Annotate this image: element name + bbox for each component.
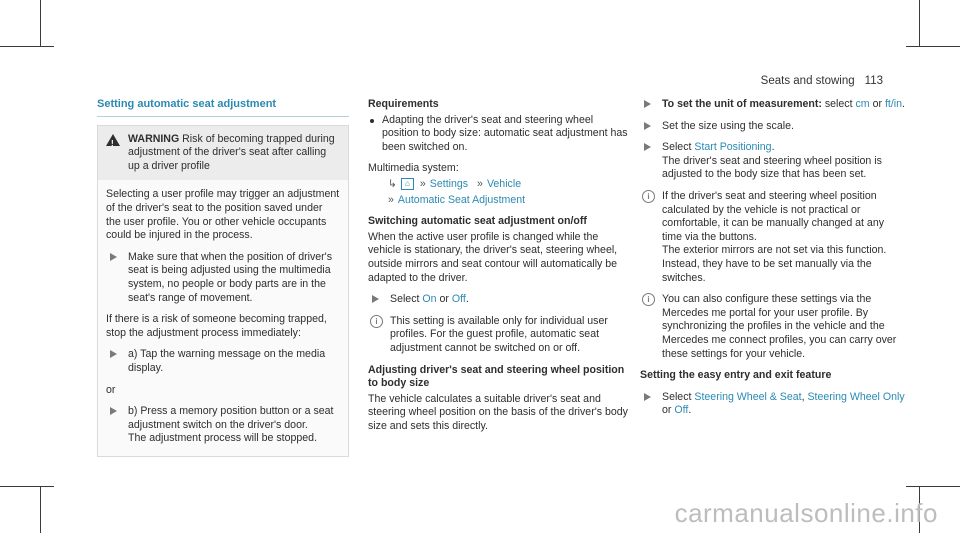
- step-arrow-icon: [644, 143, 651, 151]
- step-item: Select On or Off.: [368, 293, 630, 307]
- watermark: carmanualsonline.info: [674, 498, 938, 528]
- warning-para: Selecting a user profile may trigger an adjustment of the driver's seat to the position saved under the user profile. You or other vehicle occupants could be injured in the process.: [106, 188, 340, 242]
- header-title: Seats and stowing: [760, 75, 855, 87]
- double-chevron-icon: »: [477, 177, 483, 190]
- crop-mark: [906, 46, 960, 47]
- warning-para: If there is a risk of someone becoming trapped, stop the adjustment process immediately:: [106, 313, 327, 339]
- body-text: When the active user profile is changed while the vehicle is stationary, the driver's seat, steering wheel, outside mirrors and seat contour will automatically be adapted to the driver.: [368, 230, 618, 284]
- subsection-title: Setting the easy entry and exit feature: [640, 369, 832, 382]
- info-note: i This setting is available only for individual user profiles. For the guest profile, automatic seat adjustment cannot be switched on or off.: [368, 315, 630, 356]
- requirement-bullet: Adapting the driver's seat and steering wheel position to body size: automatic seat adjustment has been switched on.: [368, 114, 630, 155]
- step-item: Select Steering Wheel & Seat, Steering Wheel Only or Off.: [640, 391, 905, 418]
- step-item: a) Tap the warning message on the media display.: [106, 348, 340, 375]
- page-header: [761, 75, 883, 87]
- info-icon: i: [642, 293, 655, 306]
- requirements-title: Requirements: [368, 98, 439, 110]
- info-note: i If the driver's seat and steering wheel position calculated by the vehicle is not practical or comfortable, it can be manually changed at any time via the buttons. The exterior mirrors are not set via this function. Instead, they have to be set manually via the switches.: [640, 190, 905, 285]
- info-icon: i: [642, 190, 655, 203]
- menu-path: » Automatic Seat Adjustment: [388, 193, 526, 206]
- step-item: Select Start Positioning. The driver's seat and steering wheel position is adjusted to the body size that has been set.: [640, 141, 905, 182]
- warning-label: WARNING: [128, 132, 180, 145]
- step-item: b) Press a memory position button or a seat adjustment switch on the driver's door. The adjustment process will be stopped.: [106, 405, 340, 446]
- step-arrow-icon: [644, 393, 651, 401]
- subsection-title: Adjusting driver's seat and steering wheel position to body size: [368, 363, 625, 390]
- column-left: [97, 98, 349, 457]
- menu-arrow-icon: ↳: [388, 177, 397, 190]
- warning-header: [98, 126, 348, 181]
- step-arrow-icon: [644, 100, 651, 108]
- crop-mark: [0, 486, 54, 487]
- subsection-title: Switching automatic seat adjustment on/off: [368, 215, 587, 228]
- warning-text: Risk of becoming trapped during adjustment of the driver's seat after calling up a driver profile: [128, 132, 335, 172]
- crop-mark: [40, 0, 41, 47]
- crop-mark: [906, 486, 960, 487]
- crop-mark: [919, 0, 920, 47]
- column-right: [640, 98, 905, 426]
- or-text: or: [106, 383, 116, 396]
- warning-icon: !: [106, 134, 120, 146]
- crop-mark: [40, 486, 41, 533]
- multimedia-label: Multimedia system:: [368, 162, 459, 175]
- step-arrow-icon: [110, 350, 117, 358]
- step-arrow-icon: [644, 122, 651, 130]
- step-item: Set the size using the scale.: [640, 120, 905, 134]
- warning-body: [98, 180, 348, 456]
- step-arrow-icon: [372, 295, 379, 303]
- menu-path: ↳ ⌂ » Settings » Vehicle: [388, 177, 522, 190]
- body-text: The vehicle calculates a suitable driver's seat and steering wheel position on the basis of the driver's body size and sets this directly.: [368, 392, 628, 432]
- home-icon: ⌂: [401, 178, 414, 190]
- column-middle: [368, 98, 630, 441]
- double-chevron-icon: »: [419, 177, 426, 190]
- step-item: To set the unit of measurement: select cm or ft/in.: [640, 98, 905, 112]
- bullet-dot: [370, 119, 374, 123]
- info-note: i You can also configure these settings via the Mercedes me portal for your user profile. By synchronizing the profiles in the vehicle and the Mercedes me connect profiles, you can carry over these settings for your vehicle.: [640, 293, 905, 361]
- step-item: Make sure that when the position of driver's seat is being adjusted using the multimedia system, no people or body parts are in the seat's range of movement.: [106, 251, 340, 305]
- double-chevron-icon: »: [388, 193, 394, 206]
- page-number: 113: [864, 75, 883, 87]
- info-icon: i: [370, 315, 383, 328]
- step-arrow-icon: [110, 253, 117, 261]
- section-title: Setting automatic seat adjustment: [97, 98, 349, 117]
- crop-mark: [0, 46, 54, 47]
- warning-box: [97, 125, 349, 457]
- step-arrow-icon: [110, 407, 117, 415]
